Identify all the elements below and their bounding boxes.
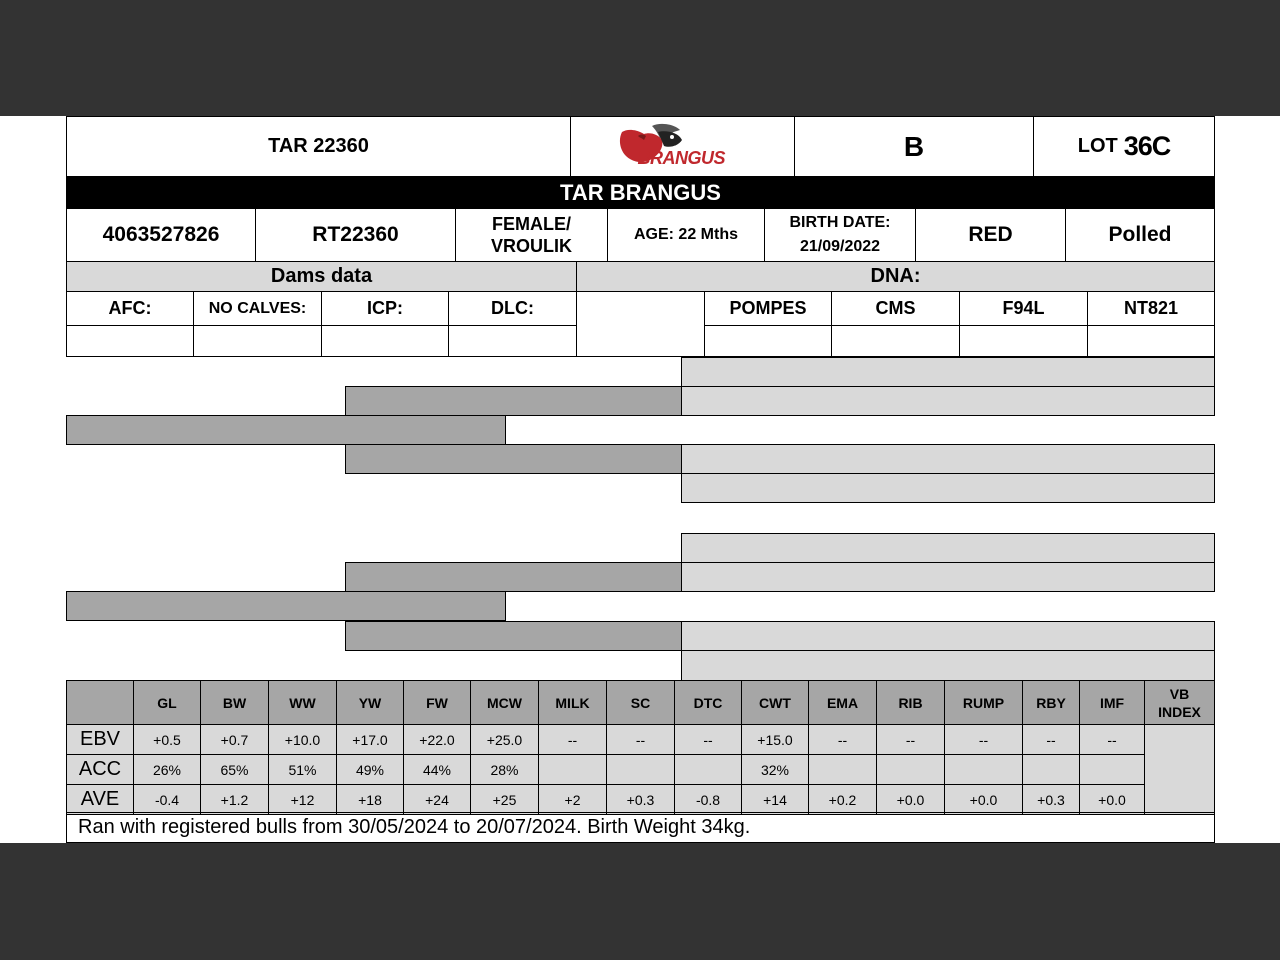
ebv-header-label: RUMP	[962, 694, 1005, 711]
breeder-bar	[66, 177, 1215, 208]
ebv-cell-ave-milk	[538, 784, 607, 815]
dna-title: DNA:	[870, 265, 921, 287]
ebv-header-yw	[336, 680, 404, 725]
dna-header-cms: CMS	[831, 291, 960, 326]
tag-cell	[255, 208, 456, 262]
ebv-value: 32%	[760, 761, 790, 778]
ebv-cell-ebv-fw	[403, 724, 471, 755]
horn-status-cell	[1065, 208, 1215, 262]
row-label-acc	[66, 754, 134, 785]
ebv-value: +0.0	[896, 791, 925, 808]
ebv-cell-ebv-ww	[268, 724, 337, 755]
dna-header-pompes: POMPES	[704, 291, 832, 326]
pedigree-sire	[66, 415, 506, 445]
dams-header-afc: AFC:	[66, 291, 194, 326]
sex-cell	[455, 208, 608, 262]
ebv-cell-ave-mcw	[470, 784, 539, 815]
row-label: EBV	[79, 728, 121, 750]
footer-note: Ran with registered bulls from 30/05/2024 to 20/07/2024. Birth Weight 34kg.	[78, 816, 751, 838]
ebv-value: +15.0	[757, 731, 793, 748]
ebv-value: +22.0	[419, 731, 455, 748]
pedigree-dam-dam-dam	[681, 650, 1215, 681]
ebv-header-fw	[403, 680, 471, 725]
ebv-header-corner	[66, 680, 134, 725]
ebv-cell-ebv-ema	[808, 724, 877, 755]
dna-blank-cell	[576, 291, 705, 357]
brangus-logo	[608, 122, 758, 172]
ebv-cell-ave-ema	[808, 784, 877, 815]
dna-value-pompes	[704, 325, 832, 357]
dams-data-title: Dams data	[270, 265, 373, 287]
dams-value-afc	[66, 325, 194, 357]
pedigree-sire-dam-dam	[681, 473, 1215, 503]
pedigree-sire-dam-sire	[681, 444, 1215, 474]
dna-value-nt821	[1087, 325, 1215, 357]
ebv-header-dtc	[674, 680, 742, 725]
ebv-cell-ebv-rib	[876, 724, 945, 755]
ebv-header-imf	[1079, 680, 1145, 725]
reg-number: 4063527826	[102, 223, 220, 246]
dams-value-icp	[321, 325, 449, 357]
ebv-header-label: RIB	[898, 694, 923, 711]
vb-index-value-cell	[1144, 724, 1215, 815]
lot-cell	[1033, 116, 1215, 177]
ebv-value: +1.2	[220, 791, 249, 808]
ebv-cell-ave-bw	[200, 784, 269, 815]
birth-date-cell	[764, 208, 916, 262]
ebv-header-mcw	[470, 680, 539, 725]
pedigree-dam	[66, 591, 506, 621]
ebv-cell-ave-ww	[268, 784, 337, 815]
breeder-name: TAR BRANGUS	[560, 179, 721, 205]
ebv-cell-ave-rump	[944, 784, 1023, 815]
sex-line-2: VROULIK	[491, 236, 572, 256]
grade: B	[903, 130, 925, 162]
ebv-header-bw	[200, 680, 269, 725]
pedigree-dam-dam-sire	[681, 621, 1215, 651]
ebv-value: 28%	[490, 761, 519, 778]
dams-value-no-calves	[193, 325, 322, 357]
ebv-cell-ebv-imf	[1079, 724, 1145, 755]
ebv-header-label: SC	[630, 694, 651, 711]
ebv-cell-acc-dtc	[674, 754, 742, 785]
age: AGE: 22 Mths	[633, 226, 738, 243]
ebv-value: -0.8	[695, 791, 721, 808]
ebv-header-rby	[1022, 680, 1080, 725]
ebv-cell-ave-dtc	[674, 784, 742, 815]
ebv-value: --	[635, 731, 646, 748]
ebv-cell-acc-rib	[876, 754, 945, 785]
pedigree-dam-dam	[345, 621, 682, 651]
ebv-header-sc	[606, 680, 675, 725]
ebv-value: +0.2	[828, 791, 857, 808]
ebv-cell-acc-fw	[403, 754, 471, 785]
ebv-header-label: BW	[222, 694, 247, 711]
ebv-header-gl	[133, 680, 201, 725]
ebv-cell-ebv-cwt	[741, 724, 809, 755]
ebv-value: --	[1107, 731, 1117, 748]
ebv-value: +0.0	[969, 791, 998, 808]
ebv-cell-ave-yw	[336, 784, 404, 815]
ebv-header-label: GL	[157, 694, 177, 711]
animal-id: TAR 22360	[268, 135, 369, 157]
birth-date-label: BIRTH DATE:	[789, 214, 891, 231]
ebv-cell-ebv-rby	[1022, 724, 1080, 755]
animal-id-cell	[66, 116, 571, 177]
ebv-value: --	[1046, 731, 1056, 748]
ebv-cell-ave-fw	[403, 784, 471, 815]
ebv-value: +17.0	[352, 731, 388, 748]
ebv-cell-ebv-yw	[336, 724, 404, 755]
pedigree-dam-sire-sire	[681, 533, 1215, 563]
ebv-value: +14	[763, 791, 787, 808]
row-label: AVE	[80, 788, 120, 810]
birth-date: 21/09/2022	[799, 238, 881, 255]
ebv-cell-acc-cwt	[741, 754, 809, 785]
dams-header-dlc: DLC:	[448, 291, 577, 326]
ebv-header-label: EMA	[826, 694, 859, 711]
ebv-header-cwt	[741, 680, 809, 725]
dams-header-no-calves: NO CALVES:	[193, 291, 322, 326]
ebv-cell-ave-imf	[1079, 784, 1145, 815]
vb-index-header	[1144, 680, 1215, 725]
age-cell	[607, 208, 765, 262]
pedigree-sire-sire-sire	[681, 357, 1215, 387]
ebv-value: +10.0	[284, 731, 321, 748]
ebv-value: +0.0	[1098, 791, 1126, 808]
ebv-value: 49%	[355, 761, 385, 778]
ebv-cell-acc-rump	[944, 754, 1023, 785]
ebv-header-label: RBY	[1036, 694, 1066, 711]
ebv-header-label: FW	[426, 694, 448, 711]
ebv-header-ema	[808, 680, 877, 725]
ebv-header-label: MILK	[555, 694, 590, 711]
ebv-header-rump	[944, 680, 1023, 725]
ebv-value: 51%	[288, 761, 317, 778]
ebv-header-rib	[876, 680, 945, 725]
ebv-value: +25	[492, 791, 517, 808]
ebv-cell-ave-rib	[876, 784, 945, 815]
logo-cell	[570, 116, 795, 177]
dna-title-cell	[576, 261, 1215, 292]
dna-header-nt821: NT821	[1087, 291, 1215, 326]
pedigree-dam-sire	[345, 562, 682, 592]
ebv-cell-acc-imf	[1079, 754, 1145, 785]
colour: RED	[968, 223, 1013, 246]
colour-cell	[915, 208, 1066, 262]
row-label-ebv	[66, 724, 134, 755]
vb-index-header-line1: VB	[1169, 685, 1190, 702]
ebv-cell-ebv-bw	[200, 724, 269, 755]
ebv-value: +0.5	[153, 731, 181, 748]
ebv-value: +25.0	[486, 731, 523, 748]
lot-label: LOT	[1077, 135, 1118, 157]
dna-value-cms	[831, 325, 960, 357]
ebv-value: --	[837, 731, 848, 748]
ebv-header-label: YW	[358, 694, 382, 711]
ebv-value: --	[978, 731, 989, 748]
ebv-header-label: MCW	[487, 694, 522, 711]
dna-value-f94l	[959, 325, 1088, 357]
dams-header-icp: ICP:	[321, 291, 449, 326]
dna-header-f94l: F94L	[959, 291, 1088, 326]
ebv-cell-ebv-rump	[944, 724, 1023, 755]
lot-number: 36C	[1123, 131, 1171, 161]
reg-number-cell	[66, 208, 256, 262]
ebv-value: --	[703, 731, 713, 748]
ebv-cell-ave-cwt	[741, 784, 809, 815]
ebv-cell-ebv-gl	[133, 724, 201, 755]
ebv-cell-ave-gl	[133, 784, 201, 815]
ebv-value: 26%	[152, 761, 182, 778]
tag: RT22360	[312, 223, 399, 246]
pedigree-sire-sire-dam	[681, 386, 1215, 416]
ebv-header-label: WW	[289, 694, 316, 711]
ebv-cell-acc-gl	[133, 754, 201, 785]
dams-data-title-cell	[66, 261, 577, 292]
logo-text: BRANGUS	[637, 147, 726, 168]
ebv-header-ww	[268, 680, 337, 725]
pedigree-sire-dam	[345, 444, 682, 474]
ebv-cell-ebv-dtc	[674, 724, 742, 755]
ebv-header-label: IMF	[1099, 694, 1125, 711]
ebv-cell-ave-rby	[1022, 784, 1080, 815]
ebv-cell-acc-yw	[336, 754, 404, 785]
ebv-header-label: CWT	[759, 694, 791, 711]
ebv-cell-acc-milk	[538, 754, 607, 785]
ebv-value: +24	[425, 791, 449, 808]
row-label-ave	[66, 784, 134, 815]
ebv-value: 65%	[220, 761, 249, 778]
ebv-cell-ebv-mcw	[470, 724, 539, 755]
pedigree-dam-sire-dam	[681, 562, 1215, 592]
ebv-cell-acc-ema	[808, 754, 877, 785]
ebv-header-label: DTC	[693, 694, 723, 711]
ebv-cell-acc-sc	[606, 754, 675, 785]
dams-value-dlc	[448, 325, 577, 357]
vb-index-header-line2: INDEX	[1158, 703, 1201, 720]
ebv-value: +18	[358, 791, 382, 808]
ebv-value: +0.7	[220, 731, 249, 748]
ebv-cell-acc-bw	[200, 754, 269, 785]
pedigree-sire-sire	[345, 386, 682, 416]
ebv-cell-acc-ww	[268, 754, 337, 785]
row-label: ACC	[78, 758, 122, 780]
footer-note-cell	[66, 812, 1215, 843]
lot-sheet	[0, 116, 1280, 843]
ebv-cell-ebv-sc	[606, 724, 675, 755]
ebv-value: 44%	[422, 761, 452, 778]
ebv-cell-ave-sc	[606, 784, 675, 815]
ebv-value: --	[905, 731, 916, 748]
ebv-value: --	[567, 731, 578, 748]
ebv-cell-acc-mcw	[470, 754, 539, 785]
horn-status: Polled	[1108, 223, 1172, 246]
ebv-cell-acc-rby	[1022, 754, 1080, 785]
ebv-value: +0.3	[626, 791, 655, 808]
ebv-cell-ebv-milk	[538, 724, 607, 755]
sex-line-1: FEMALE/	[492, 214, 571, 234]
ebv-header-milk	[538, 680, 607, 725]
ebv-value: +12	[290, 791, 315, 808]
ebv-value: -0.4	[154, 791, 180, 808]
ebv-value: +0.3	[1037, 791, 1065, 808]
grade-cell	[794, 116, 1034, 177]
ebv-value: +2	[564, 791, 581, 808]
